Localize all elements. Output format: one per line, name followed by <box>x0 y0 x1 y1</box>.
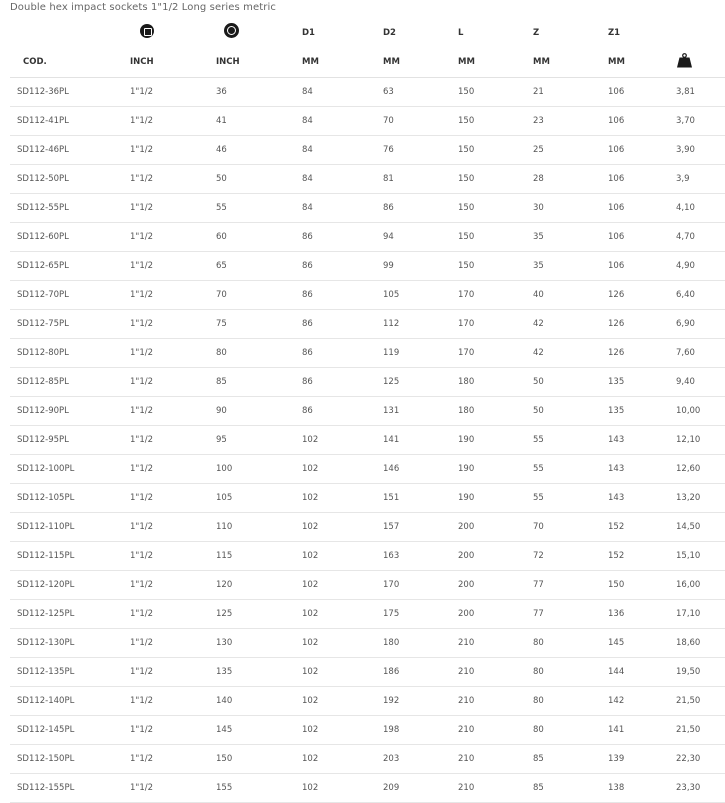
dim-label-z1: Z1 <box>608 27 621 38</box>
cell-z1: 141 <box>608 716 676 745</box>
cell-weight: 14,50 <box>676 513 725 542</box>
cell-cod: SD112-70PL <box>10 281 130 310</box>
cell-weight: 10,00 <box>676 397 725 426</box>
cell-size: 115 <box>216 542 302 571</box>
cell-d2: 163 <box>383 542 458 571</box>
cell-d2: 94 <box>383 223 458 252</box>
cell-z1: 126 <box>608 339 676 368</box>
hex-socket-icon <box>224 23 239 38</box>
table-row <box>10 165 725 194</box>
cell-cod: SD112-95PL <box>10 426 130 455</box>
icon-header-empty-end <box>676 18 725 47</box>
cell-z: 77 <box>533 600 608 629</box>
cell-l: 210 <box>458 716 533 745</box>
cell-drive: 1"1/2 <box>130 397 216 426</box>
cell-drive: 1"1/2 <box>130 571 216 600</box>
cell-drive: 1"1/2 <box>130 107 216 136</box>
cell-drive: 1"1/2 <box>130 513 216 542</box>
cell-l: 200 <box>458 600 533 629</box>
cell-d1: 102 <box>302 484 383 513</box>
cell-cod: SD112-36PL <box>10 78 130 107</box>
cell-cod: SD112-120PL <box>10 571 130 600</box>
table-row <box>10 426 725 455</box>
cell-d2: 151 <box>383 484 458 513</box>
cell-size: 110 <box>216 513 302 542</box>
cell-z: 70 <box>533 513 608 542</box>
cell-drive: 1"1/2 <box>130 629 216 658</box>
cell-d2: 186 <box>383 658 458 687</box>
cell-d1: 102 <box>302 513 383 542</box>
cell-z1: 106 <box>608 252 676 281</box>
table-row <box>10 455 725 484</box>
cell-drive: 1"1/2 <box>130 774 216 803</box>
cell-z: 23 <box>533 107 608 136</box>
cell-weight: 3,9 <box>676 165 725 194</box>
cell-l: 200 <box>458 542 533 571</box>
cell-z1: 106 <box>608 78 676 107</box>
cell-z: 42 <box>533 339 608 368</box>
cell-cod: SD112-105PL <box>10 484 130 513</box>
cell-size: 41 <box>216 107 302 136</box>
cell-d2: 70 <box>383 107 458 136</box>
cell-d1: 102 <box>302 542 383 571</box>
cell-size: 70 <box>216 281 302 310</box>
header-mm-d2: MM <box>383 47 458 78</box>
cell-size: 90 <box>216 397 302 426</box>
cell-z: 50 <box>533 397 608 426</box>
cell-d2: 112 <box>383 310 458 339</box>
cell-size: 140 <box>216 687 302 716</box>
cell-weight: 16,00 <box>676 571 725 600</box>
cell-z: 40 <box>533 281 608 310</box>
cell-cod: SD112-75PL <box>10 310 130 339</box>
cell-drive: 1"1/2 <box>130 687 216 716</box>
cell-d1: 102 <box>302 716 383 745</box>
cell-d2: 157 <box>383 513 458 542</box>
cell-d1: 86 <box>302 310 383 339</box>
cell-z1: 106 <box>608 107 676 136</box>
cell-d2: 141 <box>383 426 458 455</box>
cell-weight: 12,10 <box>676 426 725 455</box>
table-row <box>10 252 725 281</box>
cell-d2: 146 <box>383 455 458 484</box>
cell-size: 36 <box>216 78 302 107</box>
cell-l: 150 <box>458 136 533 165</box>
cell-z1: 135 <box>608 368 676 397</box>
table-row <box>10 397 725 426</box>
cell-d2: 209 <box>383 774 458 803</box>
cell-z1: 136 <box>608 600 676 629</box>
cell-z1: 145 <box>608 629 676 658</box>
column-header-row <box>10 47 725 78</box>
icon-cell-drive <box>130 18 216 47</box>
cell-z: 55 <box>533 455 608 484</box>
cell-z: 72 <box>533 542 608 571</box>
cell-size: 95 <box>216 426 302 455</box>
cell-l: 170 <box>458 339 533 368</box>
page-title: Double hex impact sockets 1"1/2 Long series metric <box>10 2 276 13</box>
cell-weight: 18,60 <box>676 629 725 658</box>
header-cod: COD. <box>10 47 130 78</box>
table-row <box>10 716 725 745</box>
table-row <box>10 542 725 571</box>
weight-kg-icon <box>676 53 692 69</box>
cell-z1: 152 <box>608 513 676 542</box>
cell-z1: 143 <box>608 484 676 513</box>
cell-d1: 84 <box>302 136 383 165</box>
cell-d2: 119 <box>383 339 458 368</box>
cell-z1: 142 <box>608 687 676 716</box>
cell-d2: 192 <box>383 687 458 716</box>
cell-l: 190 <box>458 455 533 484</box>
header-mm-l: MM <box>458 47 533 78</box>
cell-weight: 7,60 <box>676 339 725 368</box>
cell-weight: 21,50 <box>676 716 725 745</box>
cell-cod: SD112-90PL <box>10 397 130 426</box>
cell-d2: 203 <box>383 745 458 774</box>
table-row <box>10 484 725 513</box>
cell-l: 210 <box>458 629 533 658</box>
cell-weight: 15,10 <box>676 542 725 571</box>
dim-label-l: L <box>458 27 464 38</box>
cell-cod: SD112-130PL <box>10 629 130 658</box>
cell-d1: 102 <box>302 629 383 658</box>
cell-weight: 23,30 <box>676 774 725 803</box>
table-row <box>10 136 725 165</box>
spec-table <box>10 18 725 803</box>
cell-l: 150 <box>458 223 533 252</box>
cell-l: 190 <box>458 484 533 513</box>
cell-cod: SD112-100PL <box>10 455 130 484</box>
cell-d1: 84 <box>302 194 383 223</box>
dim-label-z: Z <box>533 27 540 38</box>
table-row <box>10 745 725 774</box>
cell-drive: 1"1/2 <box>130 368 216 397</box>
cell-size: 150 <box>216 745 302 774</box>
cell-z1: 144 <box>608 658 676 687</box>
cell-size: 65 <box>216 252 302 281</box>
cell-d2: 125 <box>383 368 458 397</box>
square-drive-icon <box>140 24 154 38</box>
dim-label-d1: D1 <box>302 27 315 38</box>
cell-drive: 1"1/2 <box>130 745 216 774</box>
cell-d1: 102 <box>302 600 383 629</box>
table-row <box>10 223 725 252</box>
cell-weight: 19,50 <box>676 658 725 687</box>
cell-weight: 3,90 <box>676 136 725 165</box>
cell-l: 150 <box>458 78 533 107</box>
cell-size: 50 <box>216 165 302 194</box>
cell-weight: 4,90 <box>676 252 725 281</box>
cell-cod: SD112-60PL <box>10 223 130 252</box>
cell-d2: 63 <box>383 78 458 107</box>
cell-cod: SD112-145PL <box>10 716 130 745</box>
cell-drive: 1"1/2 <box>130 658 216 687</box>
cell-size: 55 <box>216 194 302 223</box>
cell-weight: 6,90 <box>676 310 725 339</box>
cell-l: 150 <box>458 252 533 281</box>
cell-drive: 1"1/2 <box>130 78 216 107</box>
cell-cod: SD112-150PL <box>10 745 130 774</box>
cell-d1: 86 <box>302 252 383 281</box>
cell-cod: SD112-85PL <box>10 368 130 397</box>
cell-z: 35 <box>533 223 608 252</box>
cell-drive: 1"1/2 <box>130 165 216 194</box>
cell-drive: 1"1/2 <box>130 339 216 368</box>
cell-drive: 1"1/2 <box>130 310 216 339</box>
dim-label-d2: D2 <box>383 27 396 38</box>
cell-size: 100 <box>216 455 302 484</box>
cell-d1: 86 <box>302 281 383 310</box>
cell-cod: SD112-41PL <box>10 107 130 136</box>
cell-l: 150 <box>458 107 533 136</box>
table-row <box>10 78 725 107</box>
cell-z1: 143 <box>608 426 676 455</box>
cell-size: 75 <box>216 310 302 339</box>
cell-size: 80 <box>216 339 302 368</box>
cell-d1: 86 <box>302 368 383 397</box>
cell-weight: 22,30 <box>676 745 725 774</box>
icon-header-row <box>10 18 725 47</box>
cell-size: 85 <box>216 368 302 397</box>
cell-d1: 102 <box>302 426 383 455</box>
cell-d1: 86 <box>302 339 383 368</box>
cell-d1: 86 <box>302 223 383 252</box>
cell-size: 120 <box>216 571 302 600</box>
cell-drive: 1"1/2 <box>130 194 216 223</box>
cell-d1: 84 <box>302 107 383 136</box>
cell-z: 25 <box>533 136 608 165</box>
cell-z: 28 <box>533 165 608 194</box>
cell-d1: 102 <box>302 455 383 484</box>
cell-d2: 175 <box>383 600 458 629</box>
cell-z1: 135 <box>608 397 676 426</box>
cell-drive: 1"1/2 <box>130 136 216 165</box>
cell-drive: 1"1/2 <box>130 223 216 252</box>
cell-cod: SD112-80PL <box>10 339 130 368</box>
header-mm-d1: MM <box>302 47 383 78</box>
cell-z1: 106 <box>608 136 676 165</box>
table-row <box>10 194 725 223</box>
cell-cod: SD112-65PL <box>10 252 130 281</box>
cell-cod: SD112-115PL <box>10 542 130 571</box>
cell-z: 80 <box>533 716 608 745</box>
table-row <box>10 571 725 600</box>
cell-drive: 1"1/2 <box>130 281 216 310</box>
cell-drive: 1"1/2 <box>130 542 216 571</box>
cell-size: 105 <box>216 484 302 513</box>
cell-drive: 1"1/2 <box>130 455 216 484</box>
cell-d1: 102 <box>302 745 383 774</box>
cell-z: 85 <box>533 745 608 774</box>
cell-d1: 102 <box>302 571 383 600</box>
table-row <box>10 774 725 803</box>
cell-z: 35 <box>533 252 608 281</box>
cell-l: 150 <box>458 165 533 194</box>
cell-drive: 1"1/2 <box>130 716 216 745</box>
cell-d2: 170 <box>383 571 458 600</box>
table-row <box>10 281 725 310</box>
header-mm-z1: MM <box>608 47 676 78</box>
cell-cod: SD112-125PL <box>10 600 130 629</box>
cell-z1: 106 <box>608 165 676 194</box>
icon-cell-socket <box>216 18 302 47</box>
cell-d2: 86 <box>383 194 458 223</box>
table-row <box>10 629 725 658</box>
cell-z: 42 <box>533 310 608 339</box>
cell-size: 46 <box>216 136 302 165</box>
header-weight <box>676 47 725 78</box>
cell-cod: SD112-140PL <box>10 687 130 716</box>
cell-l: 170 <box>458 310 533 339</box>
table-row <box>10 339 725 368</box>
cell-drive: 1"1/2 <box>130 426 216 455</box>
cell-d2: 105 <box>383 281 458 310</box>
table-row <box>10 368 725 397</box>
cell-z: 55 <box>533 484 608 513</box>
cell-cod: SD112-55PL <box>10 194 130 223</box>
cell-z1: 152 <box>608 542 676 571</box>
cell-weight: 3,81 <box>676 78 725 107</box>
cell-l: 180 <box>458 368 533 397</box>
cell-cod: SD112-50PL <box>10 165 130 194</box>
header-inch-drive: INCH <box>130 47 216 78</box>
cell-z: 80 <box>533 629 608 658</box>
cell-l: 200 <box>458 571 533 600</box>
cell-size: 60 <box>216 223 302 252</box>
cell-l: 200 <box>458 513 533 542</box>
cell-drive: 1"1/2 <box>130 600 216 629</box>
cell-z: 77 <box>533 571 608 600</box>
cell-z1: 126 <box>608 281 676 310</box>
cell-weight: 4,70 <box>676 223 725 252</box>
cell-size: 130 <box>216 629 302 658</box>
cell-l: 210 <box>458 774 533 803</box>
cell-l: 190 <box>458 426 533 455</box>
cell-drive: 1"1/2 <box>130 252 216 281</box>
cell-cod: SD112-46PL <box>10 136 130 165</box>
cell-z: 80 <box>533 658 608 687</box>
cell-weight: 13,20 <box>676 484 725 513</box>
spec-table-container <box>10 18 725 803</box>
cell-d2: 99 <box>383 252 458 281</box>
cell-z1: 138 <box>608 774 676 803</box>
cell-l: 180 <box>458 397 533 426</box>
cell-l: 210 <box>458 687 533 716</box>
cell-size: 125 <box>216 600 302 629</box>
cell-d1: 86 <box>302 397 383 426</box>
cell-z: 50 <box>533 368 608 397</box>
cell-weight: 4,10 <box>676 194 725 223</box>
cell-z: 30 <box>533 194 608 223</box>
cell-weight: 9,40 <box>676 368 725 397</box>
cell-drive: 1"1/2 <box>130 484 216 513</box>
cell-l: 210 <box>458 745 533 774</box>
cell-d2: 131 <box>383 397 458 426</box>
cell-z: 21 <box>533 78 608 107</box>
table-row <box>10 513 725 542</box>
cell-z1: 126 <box>608 310 676 339</box>
table-row <box>10 600 725 629</box>
table-row <box>10 107 725 136</box>
cell-weight: 12,60 <box>676 455 725 484</box>
header-mm-z: MM <box>533 47 608 78</box>
cell-d1: 102 <box>302 658 383 687</box>
cell-d2: 76 <box>383 136 458 165</box>
cell-d1: 102 <box>302 687 383 716</box>
table-row <box>10 310 725 339</box>
cell-d2: 198 <box>383 716 458 745</box>
cell-cod: SD112-135PL <box>10 658 130 687</box>
cell-weight: 3,70 <box>676 107 725 136</box>
cell-z1: 106 <box>608 223 676 252</box>
cell-z: 80 <box>533 687 608 716</box>
cell-cod: SD112-155PL <box>10 774 130 803</box>
cell-size: 135 <box>216 658 302 687</box>
cell-z1: 139 <box>608 745 676 774</box>
cell-l: 210 <box>458 658 533 687</box>
cell-d1: 84 <box>302 78 383 107</box>
cell-d1: 84 <box>302 165 383 194</box>
cell-z1: 143 <box>608 455 676 484</box>
cell-size: 155 <box>216 774 302 803</box>
header-inch-size: INCH <box>216 47 302 78</box>
cell-z: 85 <box>533 774 608 803</box>
cell-weight: 17,10 <box>676 600 725 629</box>
cell-weight: 21,50 <box>676 687 725 716</box>
cell-size: 145 <box>216 716 302 745</box>
cell-z1: 150 <box>608 571 676 600</box>
cell-d1: 102 <box>302 774 383 803</box>
table-row <box>10 658 725 687</box>
icon-header-empty <box>10 18 130 47</box>
table-row <box>10 687 725 716</box>
cell-d2: 180 <box>383 629 458 658</box>
cell-weight: 6,40 <box>676 281 725 310</box>
cell-l: 150 <box>458 194 533 223</box>
cell-l: 170 <box>458 281 533 310</box>
cell-z: 55 <box>533 426 608 455</box>
cell-cod: SD112-110PL <box>10 513 130 542</box>
cell-d2: 81 <box>383 165 458 194</box>
cell-z1: 106 <box>608 194 676 223</box>
